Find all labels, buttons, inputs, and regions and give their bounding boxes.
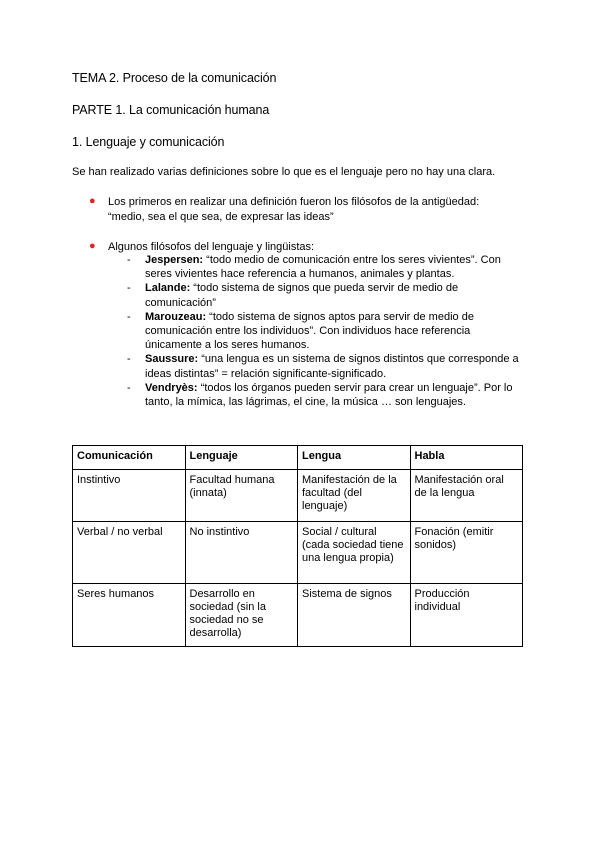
- table-cell: Seres humanos: [73, 584, 186, 647]
- list-item: [127, 381, 527, 409]
- tema-heading: TEMA 2. Proceso de la comunicación: [72, 71, 277, 85]
- parte-heading: PARTE 1. La comunicación humana: [72, 103, 270, 117]
- list-item: [127, 253, 527, 281]
- bullet-item-ancient: [108, 195, 528, 224]
- list-item: [127, 352, 527, 380]
- table-cell: Desarrollo en sociedad (sin la sociedad no se desarrolla): [185, 584, 298, 647]
- comparison-table: [72, 445, 523, 647]
- table-cell: Producción individual: [410, 584, 523, 647]
- table-row: [73, 522, 523, 584]
- list-item: [127, 281, 527, 309]
- bullet-item-philosophers: Algunos filósofos del lenguaje y lingüistas:: [108, 241, 315, 253]
- table-cell: Social / cultural (cada sociedad tiene una lengua propia): [298, 522, 411, 584]
- table-cell: Fonación (emitir sonidos): [410, 522, 523, 584]
- author-definition: “todo sistema de signos aptos para servir de medio de comunicación entre los individuos”. Con individuos hace referencia únicamente a los seres humanos.: [145, 310, 474, 352]
- dash-marker: -: [127, 381, 131, 394]
- table-cell: Verbal / no verbal: [73, 522, 186, 584]
- author-name: Jespersen:: [145, 254, 204, 266]
- table-header-cell: Lenguaje: [185, 446, 298, 470]
- table-cell: Facultad humana (innata): [185, 470, 298, 522]
- author-definitions-list: [127, 253, 527, 409]
- table-cell: Instintivo: [73, 470, 186, 522]
- author-name: Marouzeau:: [145, 310, 207, 323]
- table-row: [73, 584, 523, 647]
- dash-marker: -: [127, 282, 131, 295]
- dash-marker: -: [127, 353, 131, 366]
- table-cell: Sistema de signos: [298, 584, 411, 647]
- author-definition: “todos los órganos pueden servir para crear un lenguaje”. Por lo tanto, la mímica, las lágrimas, el cine, la música … son lenguajes.: [145, 381, 513, 409]
- table-header-cell: Lengua: [298, 446, 411, 470]
- table-header-cell: Comunicación: [73, 446, 186, 470]
- bullet-marker: ●: [89, 240, 96, 252]
- author-definition: “todo medio de comunicación entre los seres vivientes”. Con seres vivientes hace referencia a humanos, animales y plantas.: [145, 254, 501, 281]
- intro-paragraph: Se han realizado varias definiciones sobre lo que es el lenguaje pero no hay una clara.: [72, 166, 496, 178]
- list-item: [127, 310, 527, 353]
- table-cell: Manifestación de la facultad (del lenguaje): [298, 470, 411, 522]
- table-cell: No instintivo: [185, 522, 298, 584]
- author-definition: “una lengua es un sistema de signos distintos que corresponde a ideas distintas” = relación significante-significado.: [145, 353, 519, 380]
- table-header-row: [73, 446, 523, 470]
- dash-marker: -: [127, 254, 131, 266]
- bullet-quote: “medio, sea el que sea, de expresar las ideas”: [108, 210, 334, 223]
- bullet-text: Los primeros en realizar una definición fueron los filósofos de la antigüedad:: [108, 196, 480, 208]
- table-cell: Manifestación oral de la lengua: [410, 470, 523, 522]
- author-definition: “todo sistema de signos que pueda servir de medio de comunicación”: [145, 282, 459, 309]
- dash-marker: -: [127, 310, 131, 323]
- table-row: [73, 470, 523, 522]
- table-header-cell: Habla: [410, 446, 523, 470]
- author-name: Vendryès:: [145, 381, 198, 394]
- section-heading: 1. Lenguaje y comunicación: [72, 135, 225, 149]
- author-name: Lalande:: [145, 282, 191, 295]
- bullet-marker: ●: [89, 195, 96, 207]
- author-name: Saussure:: [145, 353, 199, 366]
